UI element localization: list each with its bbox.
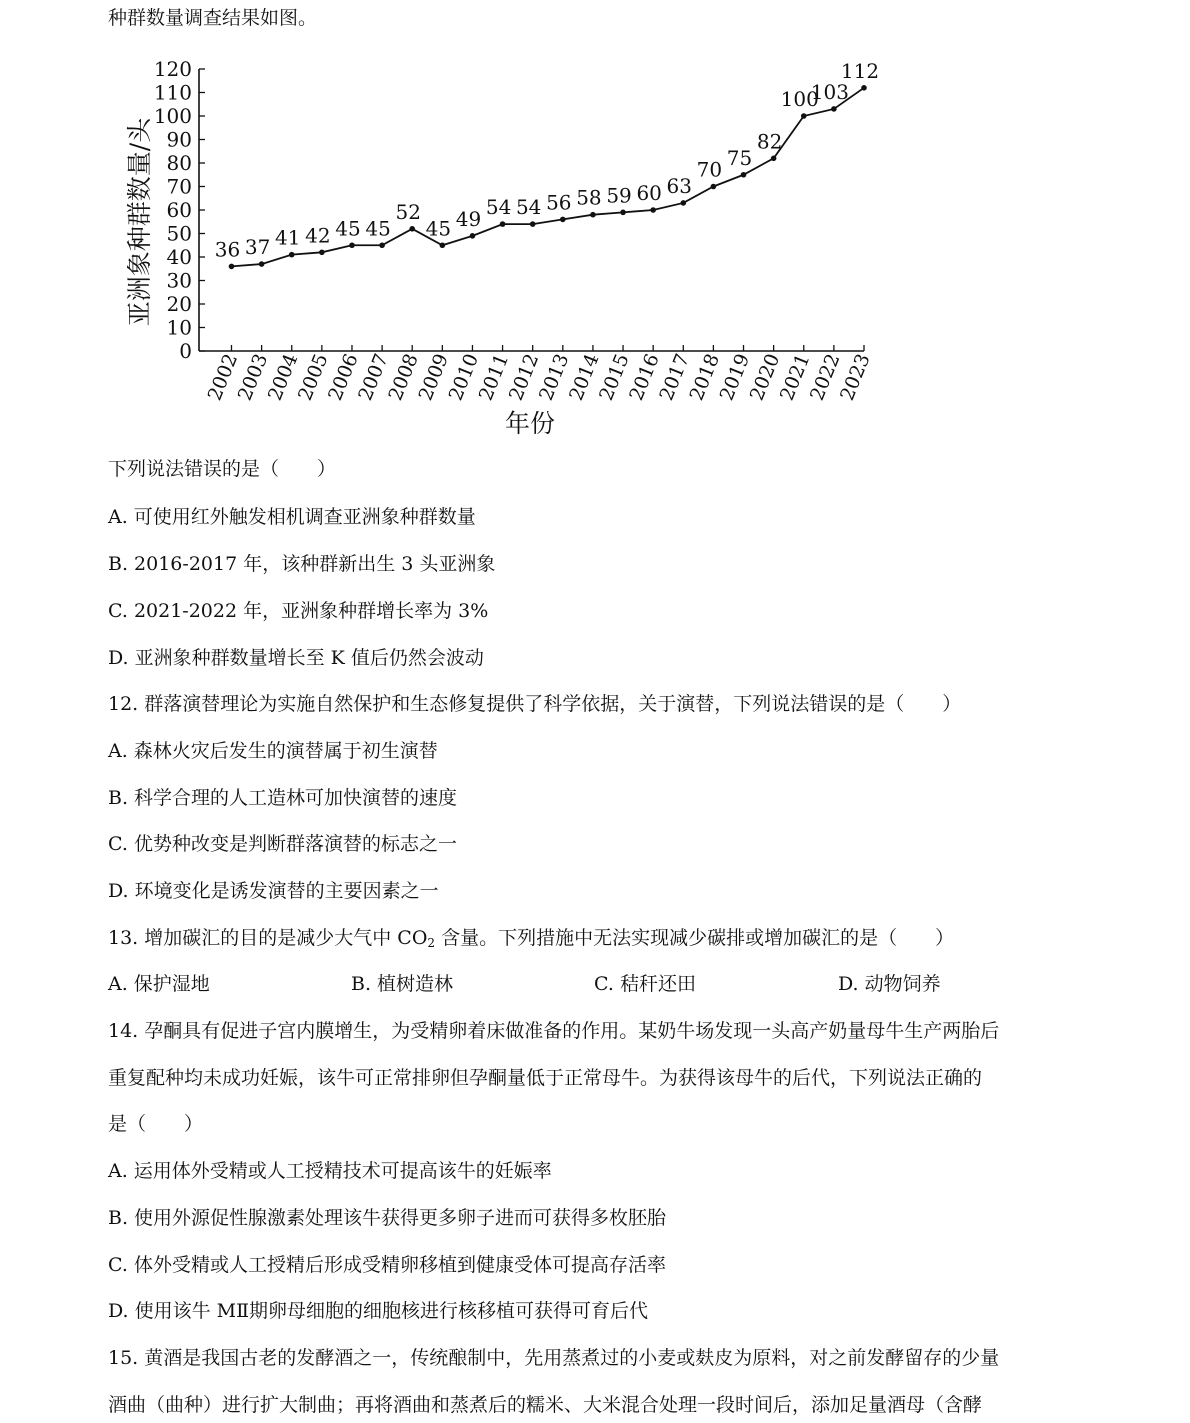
data-label: 42 xyxy=(305,223,331,248)
q13-stem-part2: 含量。下列措施中无法实现减少碳排或增加碳汇的是（ ） xyxy=(435,927,955,949)
x-tick-labels xyxy=(204,351,875,404)
y-tick-label: 110 xyxy=(153,80,192,105)
data-label: 36 xyxy=(214,237,241,262)
data-point xyxy=(590,212,596,218)
q14-stem-line-1: 14. 孕酮具有促进子宫内膜增生，为受精卵着床做准备的作用。某奶牛场发现一头高产奶量母牛生产两胎后 xyxy=(108,1020,1000,1042)
data-point xyxy=(530,221,536,227)
q13-option-b: B. 植树造林 xyxy=(351,973,454,995)
q14-option-c: C. 体外受精或人工授精后形成受精卵移植到健康受体可提高存活率 xyxy=(108,1254,666,1276)
q11-stem: 下列说法错误的是（ ） xyxy=(108,458,337,480)
data-point xyxy=(470,233,476,239)
q11-option-d: D. 亚洲象种群数量增长至 K 值后仍然会波动 xyxy=(108,647,484,669)
intro-text: 种群数量调查结果如图。 xyxy=(108,7,318,29)
q13-option-a: A. 保护湿地 xyxy=(108,973,210,995)
data-label: 49 xyxy=(455,206,482,231)
x-tick-label: 2021 xyxy=(775,350,815,404)
population-line-chart xyxy=(108,52,898,447)
data-label: 82 xyxy=(756,129,783,154)
data-point xyxy=(620,210,626,216)
data-label: 112 xyxy=(840,58,880,83)
y-tick-label: 10 xyxy=(166,315,192,340)
y-tick-label: 90 xyxy=(166,127,192,152)
q14-option-d: D. 使用该牛 MⅡ期卵母细胞的细胞核进行核移植可获得可育后代 xyxy=(108,1300,649,1322)
q12-stem: 12. 群落演替理论为实施自然保护和生态修复提供了科学依据，关于演替，下列说法错误的是（ ） xyxy=(108,693,962,715)
data-label: 103 xyxy=(810,79,849,104)
x-tick-label: 2015 xyxy=(595,350,634,404)
y-tick-labels xyxy=(154,57,192,363)
q14-option-b: B. 使用外源促性腺激素处理该牛获得更多卵子进而可获得多枚胚胎 xyxy=(108,1207,667,1229)
data-label: 45 xyxy=(425,216,452,241)
data-point xyxy=(711,184,717,190)
y-tick-label: 50 xyxy=(166,221,192,246)
x-tick-label: 2006 xyxy=(324,350,363,404)
q12-option-d: D. 环境变化是诱发演替的主要因素之一 xyxy=(108,880,439,902)
data-point xyxy=(349,242,355,248)
y-tick-label: 80 xyxy=(166,151,192,175)
data-label: 75 xyxy=(726,145,753,170)
x-tick-label: 2007 xyxy=(354,350,393,404)
y-tick-label: 30 xyxy=(166,268,192,293)
data-point xyxy=(379,242,385,248)
data-point xyxy=(409,226,415,232)
data-label: 54 xyxy=(515,195,542,220)
data-label: 41 xyxy=(275,225,301,250)
x-tick-label: 2023 xyxy=(836,350,875,404)
q14-option-a: A. 运用体外受精或人工授精技术可提高该牛的妊娠率 xyxy=(108,1160,552,1182)
x-tick-label: 2013 xyxy=(534,350,574,404)
data-point xyxy=(831,106,837,112)
x-tick-label: 2020 xyxy=(745,350,785,404)
q13-option-c: C. 秸秆还田 xyxy=(594,973,696,995)
x-axis-label: 年份 xyxy=(504,409,556,438)
data-point xyxy=(741,172,747,178)
q15-stem-line-2: 酒曲（曲种）进行扩大制曲；再将酒曲和蒸煮后的糯米、大米混合处理一段时间后，添加足量酒母（含酵 xyxy=(108,1394,983,1416)
data-point xyxy=(319,250,325,256)
data-point xyxy=(289,252,295,258)
x-tick-label: 2022 xyxy=(806,350,845,404)
y-tick-label: 40 xyxy=(166,245,192,269)
data-point xyxy=(500,221,506,227)
q13-option-d: D. 动物饲养 xyxy=(838,973,941,995)
x-tick-label: 2018 xyxy=(685,350,725,404)
x-tick-label: 2011 xyxy=(474,350,514,404)
data-point xyxy=(771,156,777,162)
x-tick-label: 2014 xyxy=(565,350,604,404)
data-label: 45 xyxy=(335,216,361,241)
data-label: 37 xyxy=(244,235,271,260)
data-point xyxy=(440,242,446,248)
q13-stem-part1: 13. 增加碳汇的目的是减少大气中 CO xyxy=(108,927,428,949)
q11-option-a: A. 可使用红外触发相机调查亚洲象种群数量 xyxy=(108,506,476,528)
data-point xyxy=(259,261,265,267)
data-labels xyxy=(215,59,879,262)
data-label: 54 xyxy=(485,195,512,220)
q14-stem-line-3: 是（ ） xyxy=(108,1113,204,1135)
x-tick-label: 2012 xyxy=(504,350,544,404)
x-tick-label: 2005 xyxy=(293,350,333,404)
x-tick-label: 2003 xyxy=(233,350,273,404)
q12-option-a: A. 森林火灾后发生的演替属于初生演替 xyxy=(108,740,438,762)
y-axis-label: 亚洲象种群数量/头 xyxy=(125,117,154,327)
data-point xyxy=(229,264,235,270)
data-label: 59 xyxy=(606,183,632,208)
data-label: 56 xyxy=(546,190,572,215)
q14-stem-line-2: 重复配种均未成功妊娠，该牛可正常排卵但孕酮量低于正常母牛。为获得该母牛的后代，下列说法正确的 xyxy=(108,1067,983,1089)
q13-stem-subscript: 2 xyxy=(427,936,436,950)
x-tick-label: 2002 xyxy=(203,350,243,404)
data-label: 52 xyxy=(395,199,421,224)
y-tick-label: 100 xyxy=(153,104,192,128)
y-tick-label: 20 xyxy=(166,292,192,316)
q11-option-c: C. 2021-2022 年，亚洲象种群增长率为 3% xyxy=(108,600,489,622)
data-label: 70 xyxy=(696,157,723,182)
y-tick-label: 120 xyxy=(153,57,192,81)
q12-option-c: C. 优势种改变是判断群落演替的标志之一 xyxy=(108,833,457,855)
y-tick-label: 0 xyxy=(179,339,192,363)
data-label: 45 xyxy=(365,216,391,241)
data-label: 100 xyxy=(780,87,819,111)
data-label: 58 xyxy=(576,185,602,210)
x-tick-label: 2009 xyxy=(414,350,453,404)
x-tick-label: 2004 xyxy=(263,350,303,404)
data-point xyxy=(560,217,566,223)
q12-option-b: B. 科学合理的人工造林可加快演替的速度 xyxy=(108,787,458,809)
x-tick-label: 2008 xyxy=(384,350,423,404)
data-point xyxy=(680,200,686,206)
x-tick-label: 2016 xyxy=(625,350,664,404)
x-tick-label: 2017 xyxy=(655,350,694,404)
q15-stem-line-1: 15. 黄酒是我国古老的发酵酒之一，传统酿制中，先用蒸煮过的小麦或麸皮为原料，对之前发酵留存的少量 xyxy=(108,1347,1000,1369)
q11-option-b: B. 2016-2017 年，该种群新出生 3 头亚洲象 xyxy=(108,553,496,575)
data-point xyxy=(861,85,867,91)
x-tick-label: 2019 xyxy=(715,350,755,404)
data-point xyxy=(650,207,656,213)
data-point xyxy=(801,113,807,119)
y-tick-label: 60 xyxy=(166,198,192,222)
y-tick-label: 70 xyxy=(166,174,192,199)
x-tick-label: 2010 xyxy=(444,350,484,404)
data-label: 60 xyxy=(636,181,662,205)
data-label: 63 xyxy=(666,173,693,198)
q13-stem xyxy=(108,926,954,950)
